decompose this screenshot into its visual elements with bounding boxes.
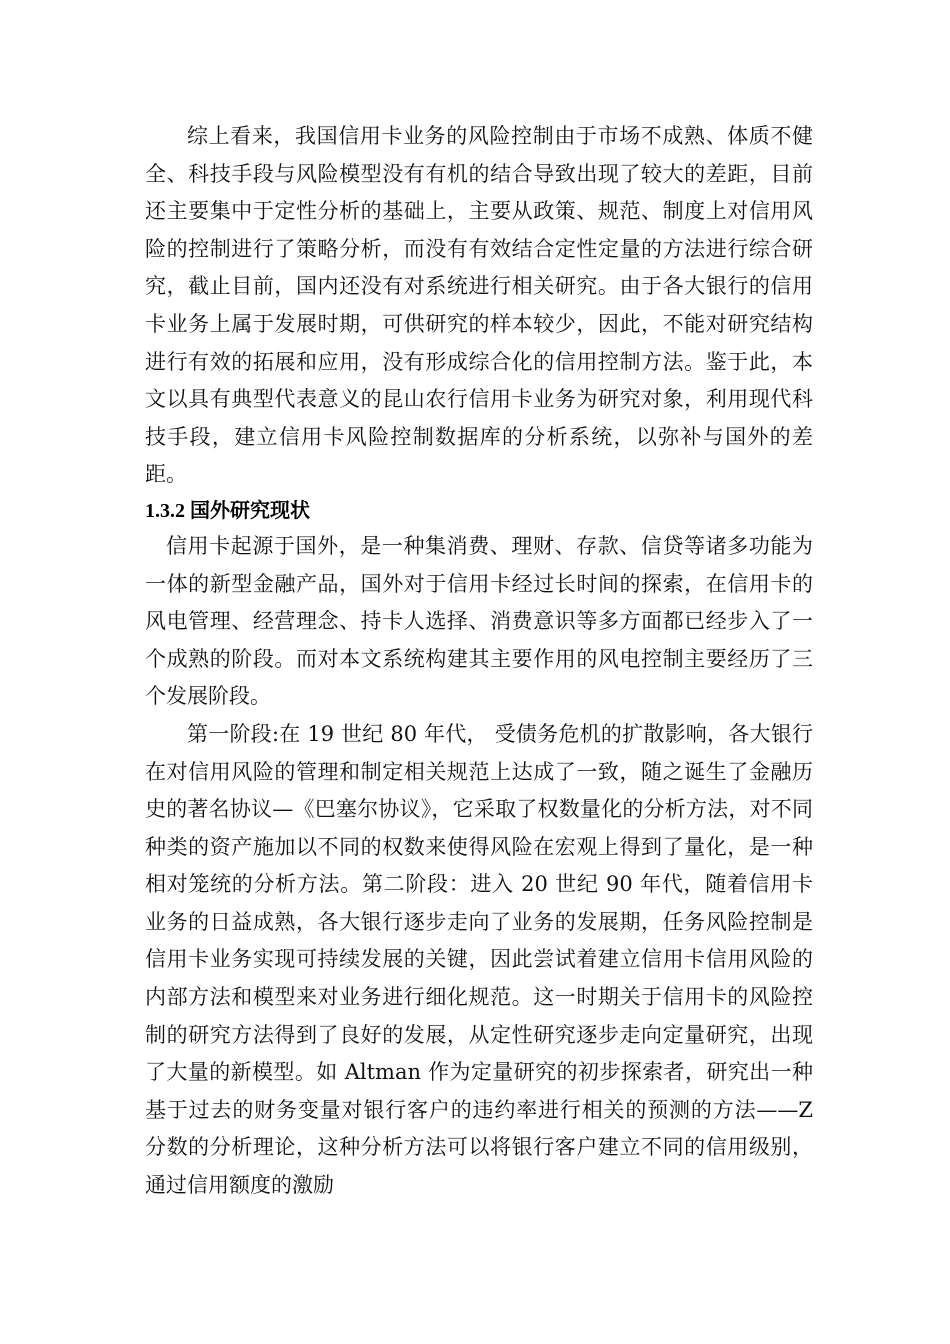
document-body xyxy=(145,118,813,1205)
paragraph-domestic-summary: 综上看来，我国信用卡业务的风险控制由于市场不成熟、体质不健全、科技手段与风险模型没有有机的结合导致出现了较大的差距，目前还主要集中于定性分析的基础上，主要从政策、规范、制度上对信用风险的控制进行了策略分析，而没有有效结合定性定量的方法进行综合研究，截止目前，国内还没有对系统进行相关研究。由于各大银行的信用卡业务上属于发展时期，可供研究的样本较少，因此，不能对研究结构进行有效的拓展和应用，没有形成综合化的信用控制方法。鉴于此，本文以具有典型代表意义的昆山农行信用卡业务为研究对象，利用现代科技手段，建立信用卡风险控制数据库的分析系统，以弥补与国外的差距。 xyxy=(145,124,813,487)
section-heading: 1.3.2 国外研究现状 xyxy=(145,499,310,522)
paragraph-development-stages: 第一阶段:在 19 世纪 80 年代， 受债务危机的扩散影响，各大银行在对信用风险的管理和制定相关规范上达成了一致，随之诞生了金融历史的著名协议—《巴塞尔协议》，它采取了权数量化的分析方法，对不同种类的资产施加以不同的权数来使得风险在宏观上得到了量化，是一种相对笼统的分析方法。第二阶段：进入 20 世纪 90 年代，随着信用卡业务的日益成熟，各大银行逐步走向了业务的发展期，任务风险控制是信用卡业务实现可持续发展的关键，因此尝试着建立信用卡信用风险的内部方法和模型来对业务进行细化规范。这一时期关于信用卡的风险控制的研究方法得到了良好的发展，从定性研究逐步走向定量研究，出现了大量的新模型。如 Altman 作为定量研究的初步探索者，研究出一种基于过去的财务变量对银行客户的违约率进行相关的预测的方法——Z 分数的分析理论，这种分析方法可以将银行客户建立不同的信用级别，通过信用额度的激励 xyxy=(145,721,813,1198)
paragraph-foreign-intro: 信用卡起源于国外，是一种集消费、理财、存款、信贷等诸多功能为一体的新型金融产品，国外对于信用卡经过长时间的探索，在信用卡的风电管理、经营理念、持卡人选择、消费意识等多方面都已经步入了一个成熟的阶段。而对本文系统构建其主要作用的风电控制主要经历了三个发展阶段。 xyxy=(145,533,813,709)
